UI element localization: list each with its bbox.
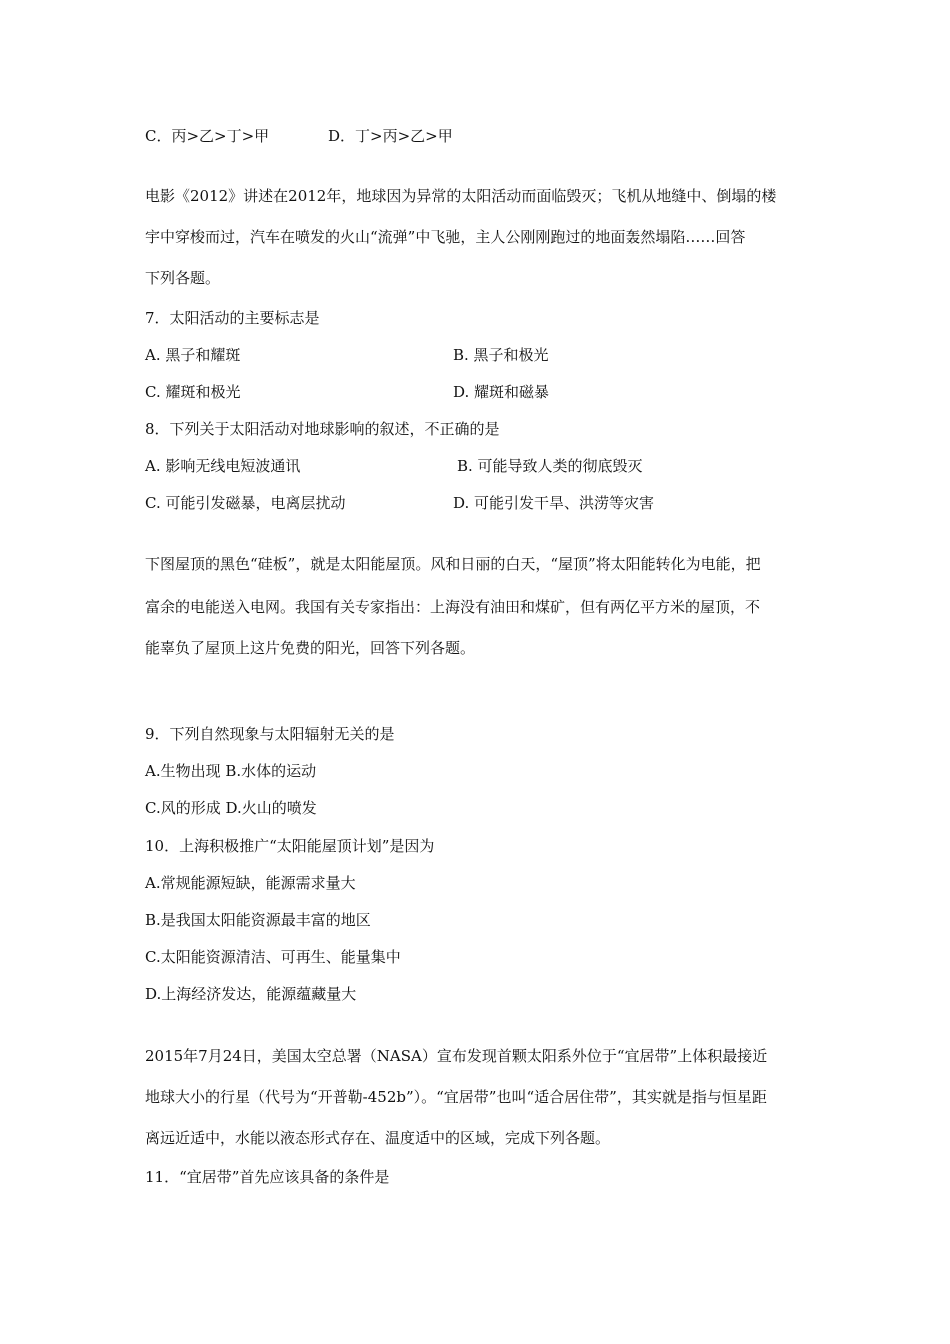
passage1-line1: 电影《2012》讲述在2012年，地球因为异常的太阳活动而面临毁灭；飞机从地缝中、倒塌的楼 bbox=[145, 187, 777, 205]
q10-option-b: B.是我国太阳能资源最丰富的地区 bbox=[145, 911, 371, 929]
q8-option-c: C. 可能引发磁暴，电离层扰动 bbox=[145, 494, 346, 512]
q7-option-b: B. 黑子和极光 bbox=[453, 346, 549, 364]
q7-option-c: C. 耀斑和极光 bbox=[145, 383, 241, 401]
passage1-line3: 下列各题。 bbox=[145, 269, 221, 287]
passage2-line1: 下图屋顶的黑色“硅板”，就是太阳能屋顶。风和日丽的白天，“屋顶”将太阳能转化为电能，把 bbox=[145, 555, 761, 573]
q7-option-d: D. 耀斑和磁暴 bbox=[453, 383, 550, 401]
q8-option-a: A. 影响无线电短波通讯 bbox=[145, 457, 301, 475]
q9-options-ab: A.生物出现 B.水体的运动 bbox=[145, 762, 317, 780]
q9-options-cd: C.风的形成 D.火山的喷发 bbox=[145, 799, 317, 817]
q8-option-b: B. 可能导致人类的彻底毁灭 bbox=[457, 457, 643, 475]
q8-stem: 8．下列关于太阳活动对地球影响的叙述，不正确的是 bbox=[145, 420, 500, 438]
passage3-line3: 离远近适中，水能以液态形式存在、温度适中的区域，完成下列各题。 bbox=[145, 1129, 611, 1147]
passage2-line3: 能辜负了屋顶上这片免费的阳光，回答下列各题。 bbox=[145, 639, 476, 657]
q7-option-a: A. 黑子和耀斑 bbox=[145, 346, 241, 364]
q10-option-a: A.常规能源短缺，能源需求量大 bbox=[145, 874, 356, 892]
q8-option-d: D. 可能引发干旱、洪涝等灾害 bbox=[453, 494, 655, 512]
q10-option-d: D.上海经济发达，能源蕴藏量大 bbox=[145, 985, 357, 1003]
q10-option-c: C.太阳能资源清洁、可再生、能量集中 bbox=[145, 948, 401, 966]
q7-stem: 7．太阳活动的主要标志是 bbox=[145, 309, 320, 327]
q9-stem: 9．下列自然现象与太阳辐射无关的是 bbox=[145, 725, 395, 743]
option-c-prev: C．丙>乙>丁>甲 bbox=[145, 127, 270, 145]
passage2-line2: 富余的电能送入电网。我国有关专家指出：上海没有油田和煤矿，但有两亿平方米的屋顶，不 bbox=[145, 598, 761, 616]
passage3-line2: 地球大小的行星（代号为“开普勒-452b”）。“宜居带”也叫“适合居住带”，其实就是指与恒星距 bbox=[145, 1088, 767, 1106]
passage3-line1: 2015年7月24日，美国太空总署（NASA）宣布发现首颗太阳系外位于“宜居带”上体积最接近 bbox=[145, 1047, 768, 1065]
passage1-line2: 宇中穿梭而过，汽车在喷发的火山“流弹”中飞驰，主人公刚刚跑过的地面轰然塌陷……回答 bbox=[145, 228, 746, 246]
option-d-prev: D．丁>丙>乙>甲 bbox=[328, 127, 453, 145]
q10-stem: 10．上海积极推广“太阳能屋顶计划”是因为 bbox=[145, 837, 435, 855]
q11-stem: 11．“宜居带”首先应该具备的条件是 bbox=[145, 1168, 390, 1186]
